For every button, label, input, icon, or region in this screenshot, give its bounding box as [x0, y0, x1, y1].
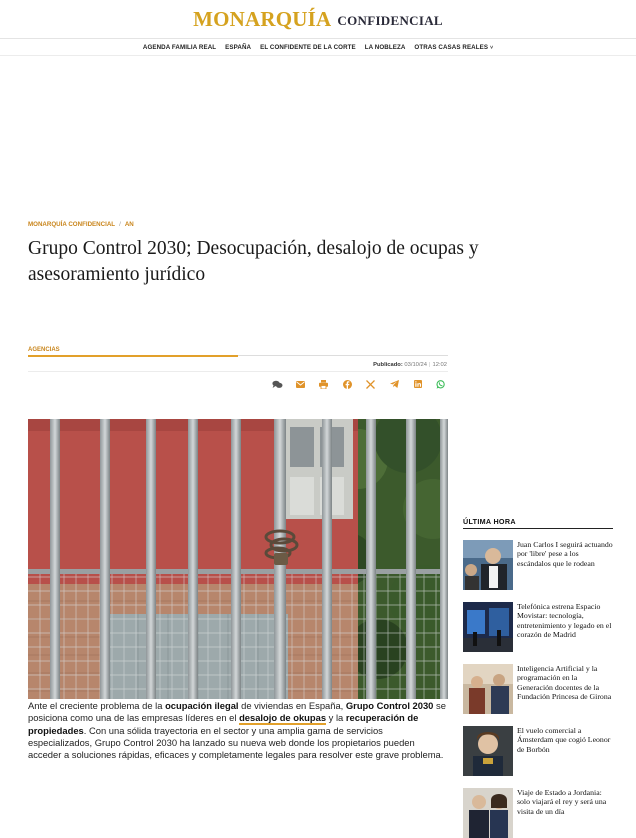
email-icon[interactable]: [293, 377, 307, 391]
article-body: [28, 700, 448, 761]
body-bold-recuperacion: recuperación de propiedades: [28, 712, 419, 736]
body-text-2: de viviendas en España,: [238, 700, 346, 711]
news-item[interactable]: [463, 664, 613, 714]
comments-icon[interactable]: [270, 377, 284, 391]
news-item[interactable]: [463, 602, 613, 652]
article-photo[interactable]: [28, 419, 448, 699]
news-thumbnail[interactable]: [463, 540, 513, 590]
whatsapp-icon[interactable]: [434, 377, 448, 391]
news-thumbnail[interactable]: [463, 664, 513, 714]
published-date: 03/10/24: [404, 362, 427, 368]
print-icon[interactable]: [317, 377, 331, 391]
telegram-icon[interactable]: [387, 377, 401, 391]
breadcrumb-current[interactable]: AN: [124, 221, 134, 228]
chevron-down-icon[interactable]: ˅: [490, 44, 494, 51]
news-headline[interactable]: Viaje de Estado a Jordania: solo viajará el rey y será una visita de un día: [517, 788, 607, 816]
published-separator: |: [428, 362, 431, 368]
facebook-icon[interactable]: [340, 377, 354, 391]
nav-item-nobleza[interactable]: LA NOBLEZA: [364, 43, 406, 51]
published-time: 12:02: [432, 362, 447, 368]
news-headline[interactable]: El vuelo comercial a Ámsterdam que cogió Leonor de Borbón: [517, 726, 611, 754]
share-bar: [270, 377, 448, 391]
gate-photo-illustration: [28, 419, 448, 699]
site-header: [0, 0, 636, 39]
section-divider-accent: [28, 355, 238, 357]
site-logo-subtitle[interactable]: CONFIDENCIAL: [337, 12, 443, 28]
meta-divider: [28, 371, 448, 372]
article-title: Grupo Control 2030; Desocupación, desalojo de ocupas y asesoramiento jurídico: [28, 238, 479, 285]
breadcrumb: [28, 221, 134, 228]
nav-item-espana[interactable]: ESPAÑA: [225, 43, 252, 51]
nav-item-agenda[interactable]: AGENDA FAMILIA REAL: [142, 43, 217, 51]
ad-space: [0, 56, 636, 206]
body-text-5: . Con una sólida trayectoria en el sector y una amplia gama de servicios especializados, Grupo Control 2030 ha lanzado su nueva web donde los propietarios pueden acceder a soluciones rápidas, eficaces y completamente legales para resolver este grave problema.: [28, 724, 444, 761]
nav-item-otras-casas[interactable]: [414, 44, 493, 51]
body-text-1: Ante el creciente problema de la: [28, 700, 166, 711]
body-link-desalojo[interactable]: desalojo de okupas: [239, 712, 327, 724]
news-thumbnail[interactable]: [463, 602, 513, 652]
publish-info: [300, 362, 447, 368]
news-headline[interactable]: Telefónica estrena Espacio Movistar: tecnología, entretenimiento y legado en el corazón de Madrid: [517, 602, 612, 639]
nav-item-confidente[interactable]: EL CONFIDENTE DE LA CORTE: [260, 43, 356, 51]
breadcrumb-separator: /: [119, 221, 121, 228]
breadcrumb-home[interactable]: MONARQUÍA CONFIDENCIAL: [28, 221, 116, 228]
section-tag[interactable]: AGENCIAS: [28, 347, 60, 353]
body-bold-ocupacion: ocupación ilegal: [165, 700, 239, 711]
linkedin-icon[interactable]: [411, 377, 425, 391]
main-nav: [0, 39, 636, 56]
news-item[interactable]: [463, 788, 613, 838]
published-label: Publicado:: [373, 362, 403, 368]
body-text-4: y la: [326, 712, 346, 724]
nav-item-otras-casas-label: OTRAS CASAS REALES: [414, 43, 489, 51]
news-headline[interactable]: Inteligencia Artificial y la programación en la Generación docentes de la Fundación Princesa de Girona: [517, 664, 612, 701]
x-icon[interactable]: [364, 377, 378, 391]
body-bold-grupo: Grupo Control 2030: [345, 700, 434, 711]
news-thumbnail[interactable]: [463, 788, 513, 838]
news-item[interactable]: [463, 540, 613, 590]
news-item[interactable]: [463, 726, 613, 776]
body-text-3: se posiciona como una de las empresas líderes en el: [28, 700, 446, 724]
sidebar-divider: [463, 528, 613, 529]
news-thumbnail[interactable]: [463, 726, 513, 776]
sidebar-title: ÚLTIMA HORA: [463, 517, 516, 526]
site-logo[interactable]: MONARQUÍA: [193, 6, 332, 31]
news-headline[interactable]: Juan Carlos I seguirá actuando por 'libre' pese a los escándalos que le rodean: [517, 540, 613, 568]
